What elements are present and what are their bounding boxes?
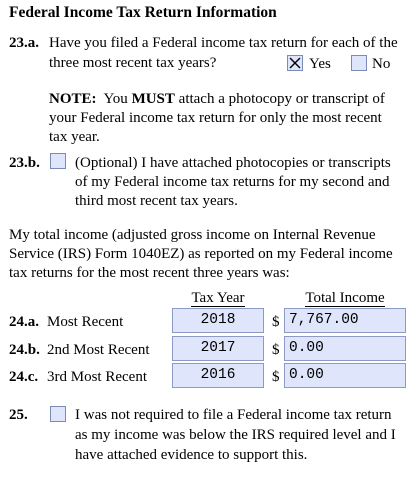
- question-25-line2: as my income was below the IRS required level and I: [75, 427, 396, 443]
- optional-transcripts-checkbox[interactable]: [50, 153, 66, 169]
- section-title: Federal Income Tax Return Information: [9, 4, 277, 21]
- note-line2: your Federal income tax return for only the most recent: [49, 110, 382, 126]
- yes-label: Yes: [309, 56, 331, 72]
- yes-checkbox[interactable]: [287, 55, 303, 71]
- note-line1: [49, 89, 385, 109]
- row-24c-number: 24.c.: [9, 369, 39, 385]
- dollar-sign: $: [272, 314, 280, 330]
- dollar-sign: $: [272, 342, 280, 358]
- income-intro-line1: My total income (adjusted gross income on Internal Revenue: [9, 227, 376, 243]
- income-intro-line2: Service (IRS) Form 1040EZ) as reported on my Federal income: [9, 246, 393, 262]
- row-24b-label: 2nd Most Recent: [47, 342, 150, 358]
- note-you: You: [103, 91, 128, 107]
- note-must: MUST: [131, 91, 175, 107]
- question-25-line1: I was not required to file a Federal income tax return: [75, 407, 392, 423]
- not-required-to-file-checkbox[interactable]: [50, 406, 66, 422]
- row-24a-number: 24.a.: [9, 314, 39, 330]
- no-checkbox[interactable]: [351, 55, 367, 71]
- question-23a-line1: Have you filed a Federal income tax return for each of the: [49, 35, 398, 51]
- row-24c-label: 3rd Most Recent: [47, 369, 147, 385]
- note-line3: tax year.: [49, 129, 100, 145]
- tax-year-2nd-recent-field[interactable]: 2017: [172, 336, 264, 361]
- note-line1-rest: attach a photocopy or transcript of: [178, 91, 385, 107]
- row-24a-label: Most Recent: [47, 314, 124, 330]
- question-25-line3: have attached evidence to support this.: [75, 447, 308, 463]
- note-label: NOTE:: [49, 91, 97, 107]
- no-label: No: [372, 56, 391, 72]
- income-2nd-recent-field[interactable]: 0.00: [284, 336, 406, 361]
- question-23a-number: 23.a.: [9, 35, 39, 51]
- income-most-recent-field[interactable]: 7,767.00: [284, 308, 406, 333]
- tax-year-3rd-recent-field[interactable]: 2016: [172, 363, 264, 388]
- question-23a-line2: three most recent tax years?: [49, 55, 217, 71]
- income-intro-line3: tax returns for the most recent three years was:: [9, 265, 290, 281]
- question-23b-line1: (Optional) I have attached photocopies or transcripts: [75, 155, 391, 171]
- checkmark-x-icon: [288, 56, 302, 70]
- dollar-sign: $: [272, 369, 280, 385]
- question-23b-number: 23.b.: [9, 155, 40, 171]
- tax-year-most-recent-field[interactable]: 2018: [172, 308, 264, 333]
- question-23b-line3: third most recent tax years.: [75, 193, 238, 209]
- income-3rd-recent-field[interactable]: 0.00: [284, 363, 406, 388]
- row-24b-number: 24.b.: [9, 342, 40, 358]
- column-header-total-income: Total Income: [305, 290, 385, 306]
- question-23b-line2: of my Federal income tax returns for my second and: [75, 174, 390, 190]
- column-header-tax-year: Tax Year: [191, 290, 245, 306]
- question-25-number: 25.: [9, 407, 28, 423]
